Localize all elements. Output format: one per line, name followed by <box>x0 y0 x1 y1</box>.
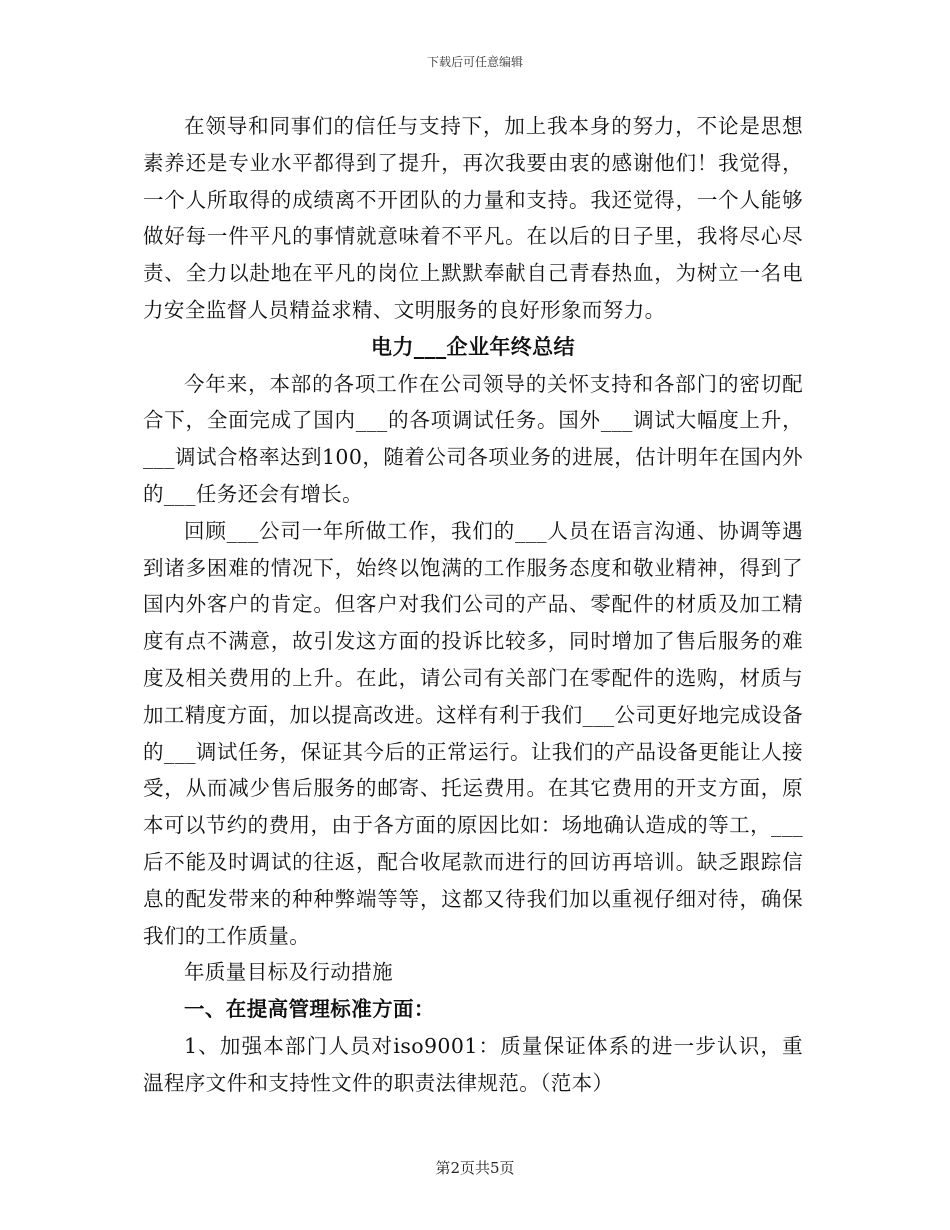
page-header: 下载后可任意编辑 <box>426 55 523 69</box>
paragraph-2: 回顾___公司一年所做工作，我们的___人员在语言沟通、协调等遇到诸多困难的情况下，始终以饱满的工作服务态度和敬业精神，得到了国内外客户的肯定。但客户对我们公司的产品、零配件的材质及加工精度有点不满意，故引发这方面的投诉比较多，同时增加了售后服务的难度及相关费用的上升。在此，请公司有关部门在零配件的选购，材质与加工精度方面，加以提高改进。这样有利于我们___公司更好地完成设备的___调试任务，保证其今后的正常运行。让我们的产品设备更能让人接受，从而减少售后服务的邮寄、托运费用。在其它费用的开支方面，原本可以节约的费用，由于各方面的原因比如：场地确认造成的等工，___后不能及时调试的往返，配合收尾款而进行的回访再培训。缺乏跟踪信息的配发带来的种种弊端等等，这都又待我们加以重视仔细对待，确保我们的工作质量。 <box>143 518 803 948</box>
document-body <box>143 108 803 1102</box>
paragraph-3: 年质量目标及行动措施 <box>184 960 393 985</box>
paragraph-1: 今年来，本部的各项工作在公司领导的关怀支持和各部门的密切配合下，全面完成了国内___的各项调试任务。国外___调试大幅度上升，___调试合格率达到100，随着公司各项业务的进展，估计明年在国内外的___任务还会有增长。 <box>143 371 803 506</box>
page-footer: 第2页共5页 <box>435 1159 515 1177</box>
section-title: 电力___企业年终总结 <box>371 333 575 359</box>
paragraph-4: 1、加强本部门人员对iso9001：质量保证体系的进一步认识，重温程序文件和支持性文件的职责法律规范。（范本） <box>143 1033 803 1095</box>
subheading-1: 一、在提高管理标准方面： <box>184 997 435 1022</box>
intro-paragraph: 在领导和同事们的信任与支持下，加上我本身的努力，不论是思想素养还是专业水平都得到了提升，再次我要由衷的感谢他们！我觉得，一个人所取得的成绩离不开团队的力量和支持。我还觉得，一个人能够做好每一件平凡的事情就意味着不平凡。在以后的日子里，我将尽心尽责、全力以赴地在平凡的岗位上默默奉献自己青春热血，为树立一名电力安全监督人员精益求精、文明服务的良好形象而努力。 <box>143 114 803 322</box>
